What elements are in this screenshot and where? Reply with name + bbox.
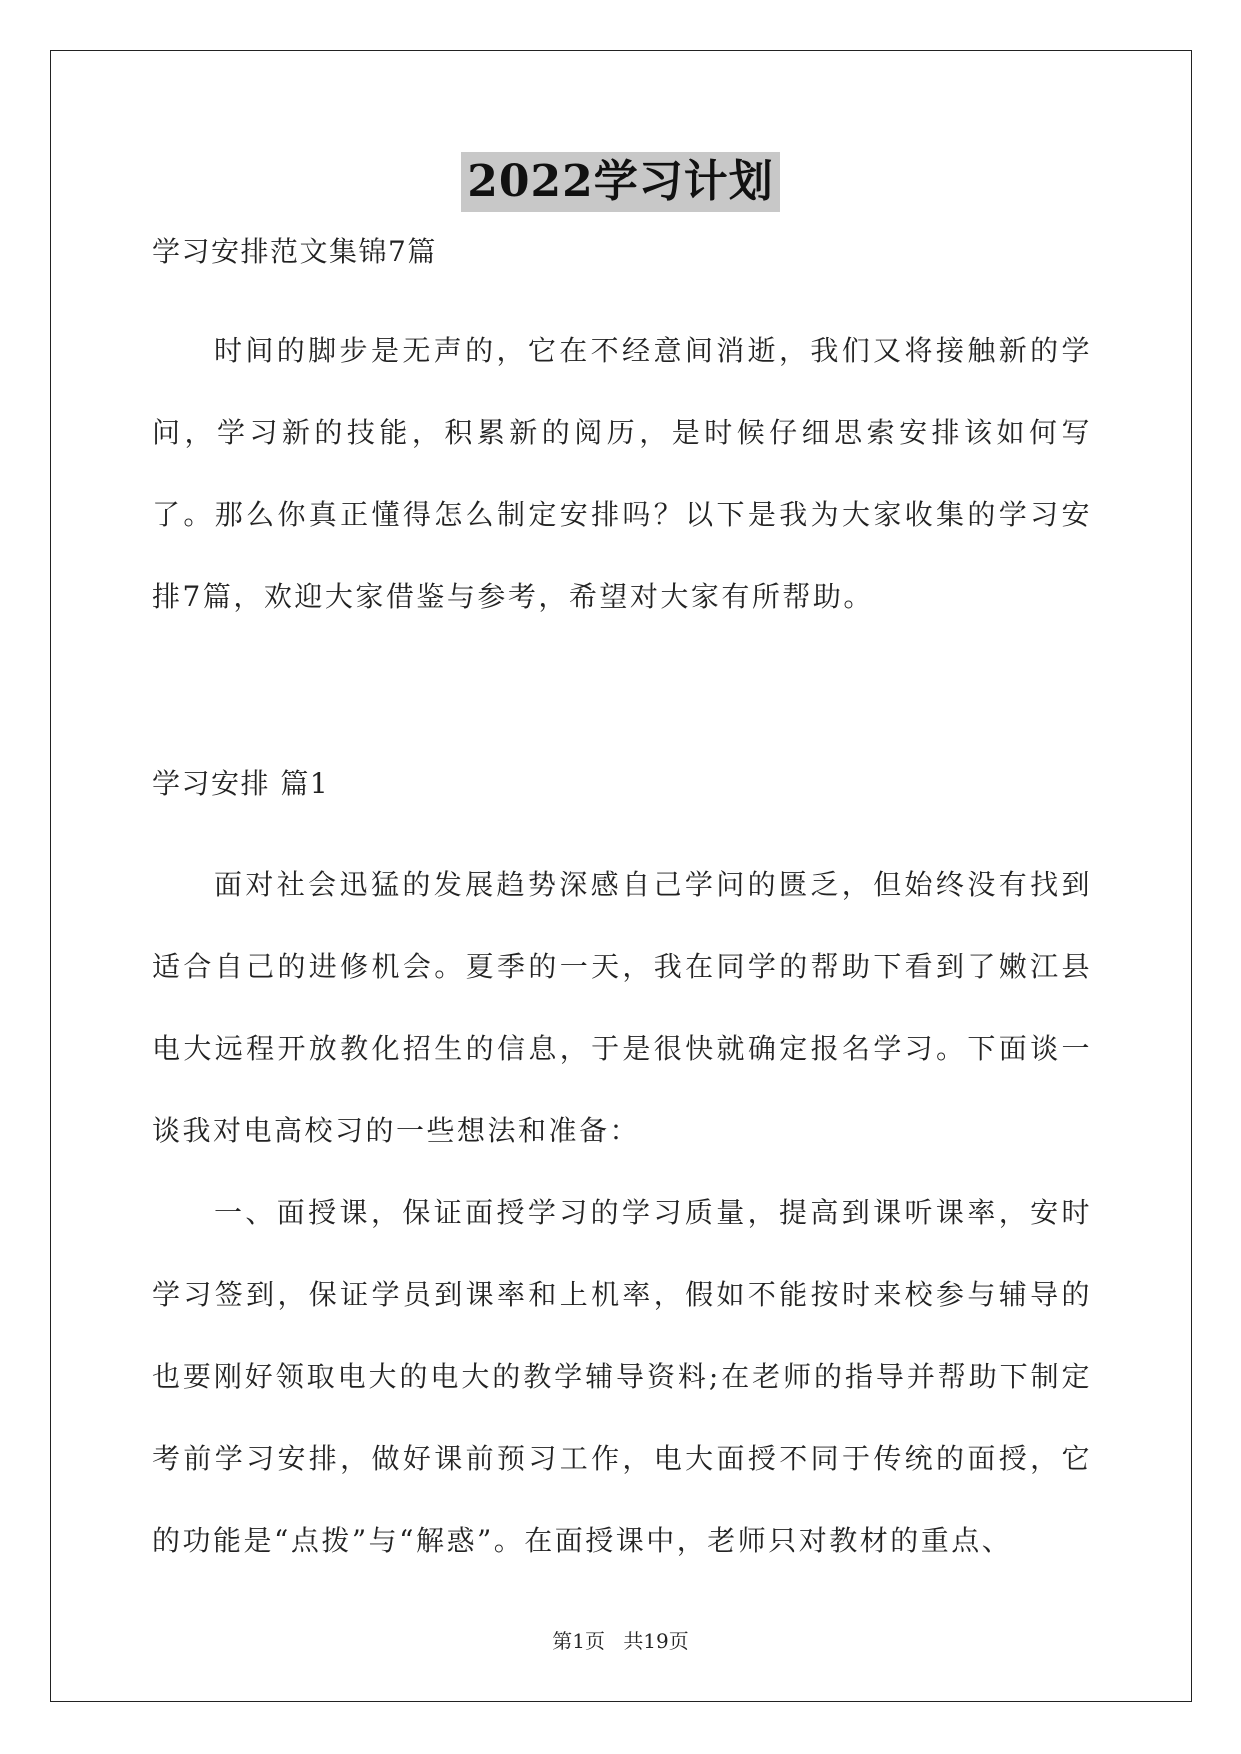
document-body	[152, 232, 1092, 1582]
collection-subtitle: 学习安排范文集锦7篇	[152, 235, 437, 268]
spacer	[152, 638, 1092, 764]
spacer	[152, 272, 1092, 310]
section-paragraph: 面对社会迅猛的发展趋势深感自己学问的匮乏，但始终没有找到适合自己的进修机会。夏季的一天，我在同学的帮助下看到了嫩江县电大远程开放教化招生的信息，于是很快就确定报名学习。下面谈一谈我对电高校习的一些想法和准备：	[152, 868, 1092, 1147]
section-heading: 学习安排 篇1	[152, 767, 330, 800]
page-footer	[0, 1625, 1241, 1654]
page-title: 2022学习计划	[461, 152, 779, 212]
page-number: 第1页	[552, 1629, 605, 1653]
intro-paragraph: 时间的脚步是无声的，它在不经意间消逝，我们又将接触新的学问，学习新的技能，积累新的阅历，是时候仔细思索安排该如何写了。那么你真正懂得怎么制定安排吗？以下是我为大家收集的学习安排7篇，欢迎大家借鉴与参考，希望对大家有所帮助。	[152, 334, 1092, 613]
spacer	[152, 804, 1092, 844]
title-container	[0, 152, 1241, 212]
section-paragraph: 一、面授课，保证面授学习的学习质量，提高到课听课率，安时学习签到，保证学员到课率和上机率，假如不能按时来校参与辅导的也要刚好领取电大的电大的教学辅导资料;在老师的指导并帮助下制定考前学习安排，做好课前预习工作，电大面授不同于传统的面授，它的功能是“点拨”与“解惑”。在面授课中，老师只对教材的重点、	[152, 1196, 1092, 1557]
page-total: 共19页	[623, 1629, 689, 1653]
